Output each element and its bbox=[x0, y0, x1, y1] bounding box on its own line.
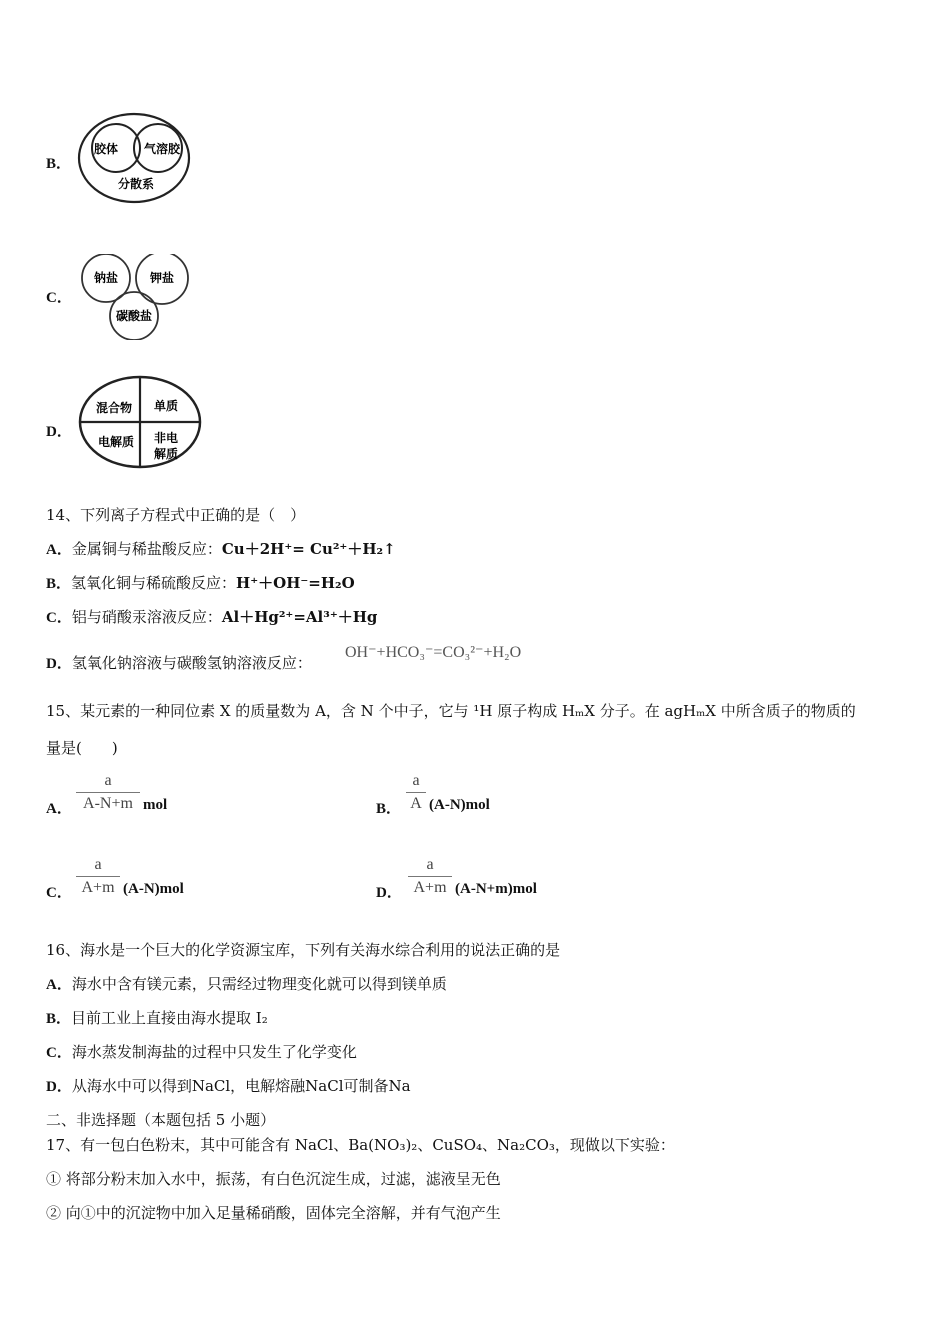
sodium-salt-label: 钠盐 bbox=[93, 271, 119, 285]
q15-option-b-label: B． bbox=[376, 801, 402, 817]
q14-stem: 14、下列离子方程式中正确的是（ ） bbox=[46, 506, 306, 524]
non-electrolyte-label-line2: 解质 bbox=[153, 447, 179, 461]
q15-option-d-unit: (A-N+m)mol bbox=[455, 881, 537, 897]
q13-option-c-label: C． bbox=[46, 290, 72, 306]
non-electrolyte-label-line1: 非电 bbox=[153, 431, 179, 445]
q14-option-c: C．铝与硝酸汞溶液反应：Al＋Hg²⁺=Al³⁺＋Hg bbox=[46, 608, 378, 626]
q13-option-b-label: B． bbox=[46, 156, 72, 172]
q15-option-b-unit: (A-N)mol bbox=[429, 797, 490, 813]
q15-stem-line1: 15、某元素的一种同位素 X 的质量数为 A，含 N 个中子，它与 ¹H 原子构成 HₘX 分子。在 agHₘX 中所含质子的物质的 bbox=[46, 702, 856, 720]
q15-option-d-fraction: a A+m bbox=[408, 856, 452, 897]
q16-option-d: D．从海水中可以得到NaCl，电解熔融NaCl可制备Na bbox=[46, 1077, 411, 1095]
q17-step-2: ② 向①中的沉淀物中加入足量稀硝酸，固体完全溶解，并有气泡产生 bbox=[46, 1204, 501, 1222]
q16-option-b: B．目前工业上直接由海水提取 I₂ bbox=[46, 1009, 268, 1027]
dispersion-system-label: 分散系 bbox=[117, 177, 155, 191]
q14-option-a: A．金属铜与稀盐酸反应：Cu＋2H⁺= Cu²⁺＋H₂↑ bbox=[46, 540, 396, 558]
q13-option-d-label: D． bbox=[46, 424, 72, 440]
q13-option-c-diagram bbox=[76, 254, 196, 340]
mixture-label: 混合物 bbox=[95, 401, 133, 415]
q14-option-d-equation: OH⁻+HCO₃⁻=CO₃²⁻+H₂O bbox=[345, 644, 522, 661]
q15-option-c-label: C． bbox=[46, 885, 72, 901]
q14-option-b: B．氢氧化铜与稀硫酸反应：H⁺＋OH⁻=H₂O bbox=[46, 574, 355, 592]
q15-stem-line2: 量是( ) bbox=[46, 739, 118, 757]
carbonate-label: 碳酸盐 bbox=[115, 309, 153, 323]
q14-option-d: D．氢氧化钠溶液与碳酸氢钠溶液反应： bbox=[46, 654, 312, 672]
q15-option-a-fraction: a A-N+m bbox=[76, 772, 140, 813]
q15-option-a-unit: mol bbox=[143, 797, 168, 813]
q16-stem: 16、海水是一个巨大的化学资源宝库，下列有关海水综合利用的说法正确的是 bbox=[46, 941, 561, 959]
q17-stem: 17、有一包白色粉末，其中可能含有 NaCl、Ba(NO₃)₂、CuSO₄、Na₂CO₃，现做以下实验： bbox=[46, 1136, 675, 1154]
q16-option-c: C．海水蒸发制海盐的过程中只发生了化学变化 bbox=[46, 1043, 357, 1061]
q15-option-a-label: A． bbox=[46, 801, 72, 817]
section-heading: 二、非选择题（本题包括 5 小题） bbox=[46, 1111, 276, 1129]
q15-option-b-fraction: a A bbox=[406, 772, 426, 813]
q13-option-d-diagram bbox=[78, 374, 206, 472]
q15-option-c-fraction: a A+m bbox=[76, 856, 120, 897]
potassium-salt-label: 钾盐 bbox=[149, 271, 175, 285]
q13-option-b-diagram bbox=[76, 110, 196, 205]
element-substance-label: 单质 bbox=[153, 399, 179, 413]
q15-option-c-unit: (A-N)mol bbox=[123, 881, 184, 897]
aerosol-label: 气溶胶 bbox=[143, 142, 181, 156]
q17-step-1: ① 将部分粉末加入水中，振荡，有白色沉淀生成，过滤，滤液呈无色 bbox=[46, 1170, 501, 1188]
electrolyte-label: 电解质 bbox=[97, 435, 135, 449]
q16-option-a: A．海水中含有镁元素，只需经过物理变化就可以得到镁单质 bbox=[46, 975, 447, 993]
q15-option-d-label: D． bbox=[376, 885, 402, 901]
colloid-label: 胶体 bbox=[93, 142, 119, 156]
